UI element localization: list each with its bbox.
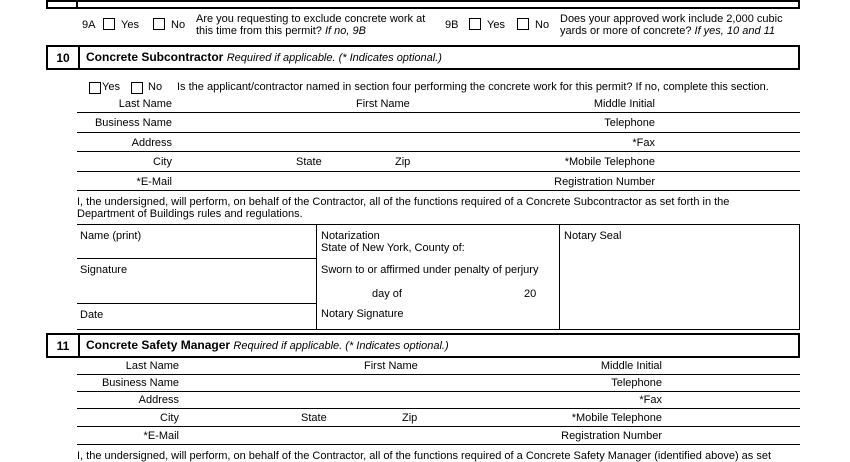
section-11-note: Required if applicable. (* Indicates optional.)	[233, 340, 449, 352]
s11-address-label: Address	[138, 394, 179, 406]
s11-fax-label: *Fax	[639, 394, 662, 406]
s11-business-name-label: Business Name	[101, 377, 179, 389]
section-10-header	[46, 45, 800, 70]
s11-middle-initial-label: Middle Initial	[600, 360, 662, 372]
q9b-question-line2-prefix: yards or more of concrete?	[560, 25, 692, 37]
s11-last-name-label: Last Name	[125, 360, 179, 372]
s11-row2-line	[77, 391, 800, 392]
s10-no-label: No	[148, 81, 163, 93]
q9b-label: 9B	[445, 19, 459, 31]
q9a-yes-label: Yes	[121, 19, 139, 31]
s10-row1-line	[77, 112, 800, 113]
q9b-yes-label: Yes	[487, 19, 505, 31]
s10-fax-label: *Fax	[632, 137, 655, 149]
s11-mobile-label: *Mobile Telephone	[571, 412, 662, 424]
section-11-title: Concrete Safety Manager	[86, 338, 231, 352]
s10-email-label: *E-Mail	[136, 176, 172, 188]
s11-zip-label: Zip	[402, 412, 418, 424]
s10-yes-checkbox[interactable]	[89, 82, 101, 94]
s10-date-label: Date	[80, 309, 104, 321]
q9a-question-line2	[196, 25, 425, 37]
s10-notary-seal-label: Notary Seal	[564, 230, 622, 242]
s10-last-name-label: Last Name	[118, 98, 172, 110]
s10-city-label: City	[153, 156, 172, 168]
q9a-no-checkbox[interactable]	[153, 18, 165, 30]
section-10-number: 10	[48, 47, 80, 68]
s10-day-of-label: day of	[372, 288, 402, 300]
s10-notarization-block	[321, 230, 465, 254]
q9b-no-checkbox[interactable]	[517, 18, 529, 30]
s10-zip-label: Zip	[395, 156, 411, 168]
s10-sign-right-border	[799, 224, 800, 330]
s10-statement	[77, 196, 729, 220]
previous-section-border	[46, 0, 800, 2]
section-11-number: 11	[48, 335, 80, 356]
q9b-question-line1: Does your approved work include 2,000 cubic	[560, 13, 783, 25]
s10-statement-line2: Department of Buildings rules and regulations.	[77, 208, 303, 220]
q9b-no-label: No	[535, 19, 550, 31]
s10-state-label: State	[296, 156, 322, 168]
section-11-header	[46, 333, 800, 358]
q9a-no-label: No	[171, 19, 186, 31]
q9a-label: 9A	[82, 19, 96, 31]
s10-address-label: Address	[131, 137, 172, 149]
s10-first-name-label: First Name	[356, 98, 410, 110]
s10-middle-initial-label: Middle Initial	[593, 98, 655, 110]
s10-business-name-label: Business Name	[94, 117, 172, 129]
s11-state-label: State	[301, 412, 327, 424]
s10-name-print-line	[77, 258, 316, 259]
s10-row2-line	[77, 132, 800, 133]
s11-first-name-label: First Name	[364, 360, 418, 372]
s10-sign-bottom-line	[77, 329, 800, 330]
s11-registration-label: Registration Number	[561, 430, 662, 442]
s10-name-print-label: Name (print)	[80, 230, 142, 242]
s10-notarization-label: Notarization	[321, 230, 380, 242]
s10-sign-divider-1	[316, 224, 317, 330]
s10-sworn-label: Sworn to or affirmed under penalty of perjury	[321, 264, 539, 276]
s11-city-label: City	[160, 412, 179, 424]
s10-row4-line	[77, 171, 800, 172]
s10-year-label: 20	[524, 288, 537, 300]
s10-registration-label: Registration Number	[554, 176, 655, 188]
s10-signature-line	[77, 303, 316, 304]
s11-email-label: *E-Mail	[143, 430, 179, 442]
s10-question: Is the applicant/contractor named in section four performing the concrete work for this permit? If no, complete this section.	[177, 81, 769, 93]
s10-sign-divider-2	[559, 224, 560, 330]
q9b-question	[560, 13, 783, 37]
previous-section-bottom	[46, 7, 800, 9]
s10-yes-label: Yes	[102, 81, 120, 93]
s10-row5-line	[77, 190, 800, 191]
s10-sign-top-line	[77, 224, 800, 225]
q9a-question-line1: Are you requesting to exclude concrete work at	[196, 13, 426, 25]
s10-notary-signature-label: Notary Signature	[321, 308, 404, 320]
section-10-note: Required if applicable. (* Indicates optional.)	[226, 52, 442, 64]
s10-signature-label: Signature	[80, 264, 128, 276]
q9a-question	[196, 13, 425, 37]
s10-telephone-label: Telephone	[604, 117, 655, 129]
q9a-question-hint: If no, 9B	[324, 25, 366, 37]
q9b-yes-checkbox[interactable]	[469, 18, 481, 30]
s10-mobile-label: *Mobile Telephone	[564, 156, 655, 168]
s11-row5-line	[77, 444, 800, 445]
s11-row4-line	[77, 426, 800, 427]
s10-no-checkbox[interactable]	[131, 82, 143, 94]
s10-statement-line1: I, the undersigned, will perform, on behalf of the Contractor, all of the functions required of a Concrete Subcontractor as set forth in the	[77, 196, 730, 208]
section-11-title-wrap	[86, 338, 449, 352]
section-10-title: Concrete Subcontractor	[86, 50, 224, 64]
s11-statement-line1: I, the undersigned, will perform, on behalf of the Contractor, all of the functions required of a Concrete Safety Manager (identified above) as set	[77, 450, 772, 462]
s11-row1-line	[77, 374, 800, 375]
q9a-yes-checkbox[interactable]	[103, 18, 115, 30]
q9a-question-line2-prefix: this time from this permit?	[196, 25, 322, 37]
s11-row3-line	[77, 408, 800, 409]
s10-state-county-label: State of New York, County of:	[321, 242, 465, 254]
q9b-question-hint: If yes, 10 and 11	[694, 25, 776, 37]
s11-telephone-label: Telephone	[611, 377, 662, 389]
q9b-question-line2	[560, 25, 783, 37]
s10-row3-line	[77, 151, 800, 152]
section-10-title-wrap	[86, 50, 442, 64]
